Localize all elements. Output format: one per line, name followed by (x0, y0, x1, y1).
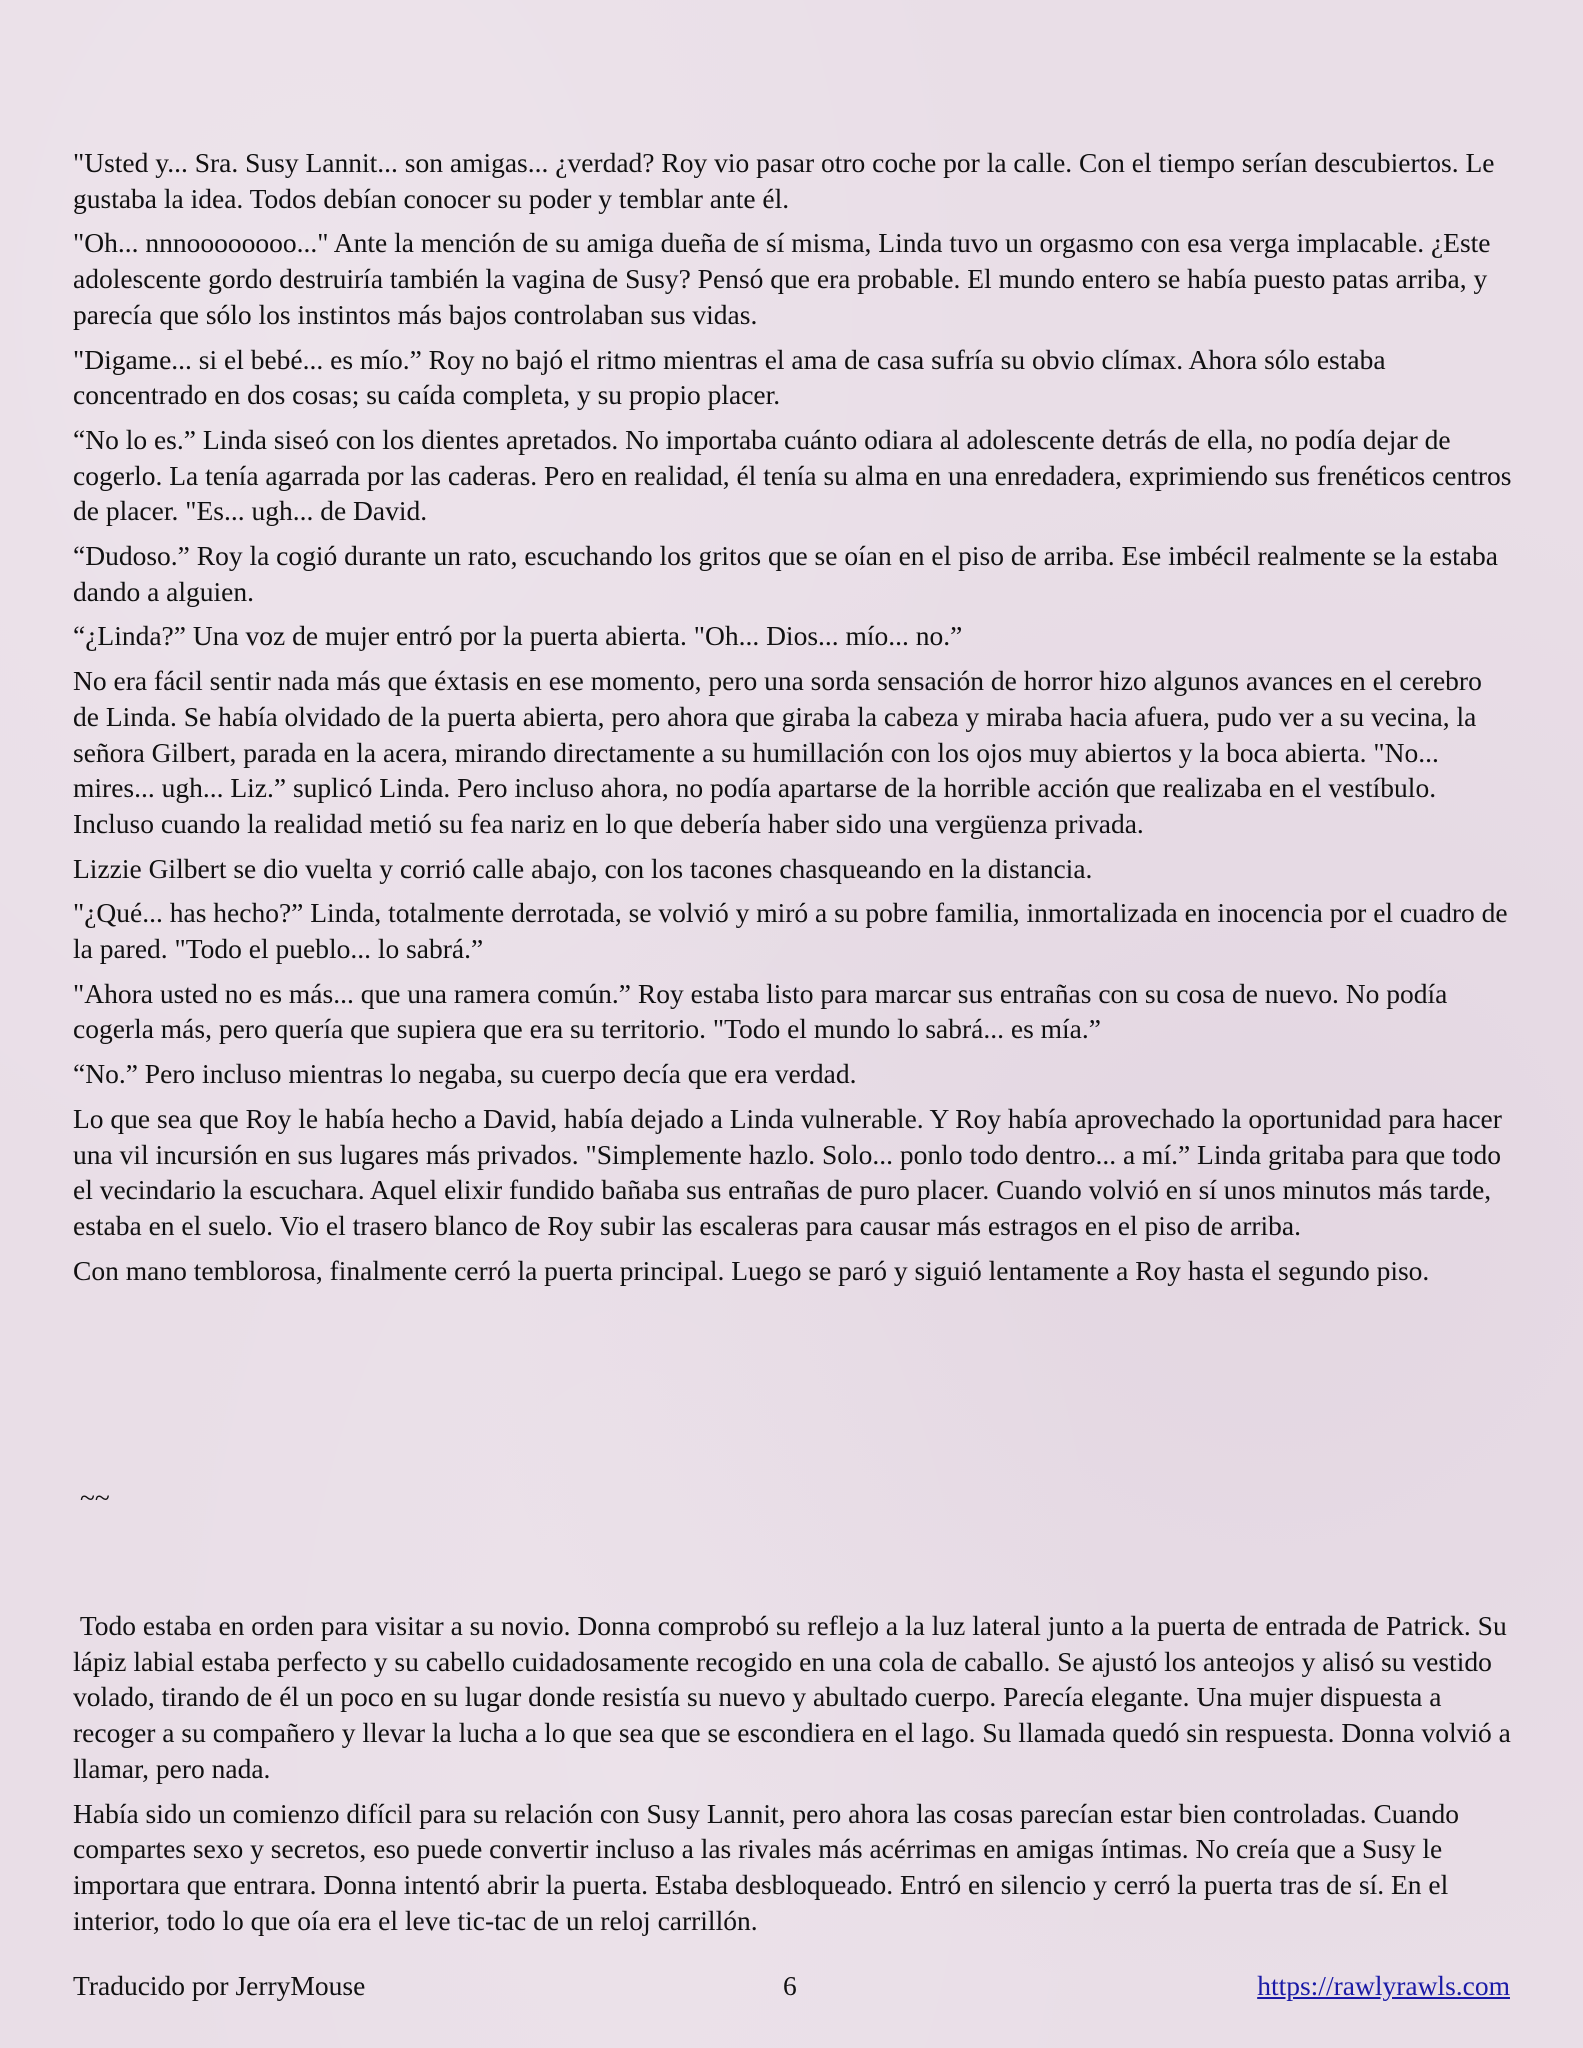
paragraph: Había sido un comienzo difícil para su relación con Susy Lannit, pero ahora las cosas parecían estar bien controladas. Cuando compartes sexo y secretos, eso puede convertir incluso a las rivales más acérrimas en amigas íntimas. No creía que a Susy le importara que entrara. Donna intentó abrir la puerta. Estaba desbloqueado. Entró en silencio y cerró la puerta tras de sí. En el interior, todo lo que oía era el leve tic-tac de un reloj carrillón. (73, 1797, 1459, 1936)
paragraph: “¿Linda?” Una voz de mujer entró por la puerta abierta. "Oh... Dios... mío... no.” (73, 620, 963, 652)
paragraph: "Oh... nnnoooooooo..." Ante la mención de su amiga dueña de sí misma, Linda tuvo un orgasmo con esa verga implacable. ¿Este adolescente gordo destruiría también la vagina de Susy? Pensó que era probable. El mundo entero se había puesto patas arriba, y parecía que sólo los instintos más bajos controlaban sus vidas. (73, 227, 1491, 330)
translator-credit: Traducido por JerryMouse (73, 1970, 366, 2001)
paragraph: Lo que sea que Roy le había hecho a David, había dejado a Linda vulnerable. Y Roy había aprovechado la oportunidad para hacer una vil incursión en sus lugares más privados. "Simplemente hazlo. Solo... ponlo todo dentro... a mí.” Linda gritaba para que todo el vecindario la escuchara. Aquel elixir fundido bañaba sus entrañas de puro placer. Cuando volvió en sí unos minutos más tarde, estaba en el suelo. Vio el trasero blanco de Roy subir las escaleras para causar más estragos en el piso de arriba. (73, 1102, 1502, 1241)
section-separator: ~~ (80, 1482, 110, 1513)
website-link[interactable]: https://rawlyrawls.com (1257, 1970, 1510, 2001)
paragraph: "¿Qué... has hecho?” Linda, totalmente derrotada, se volvió y miró a su pobre familia, inmortalizada en inocencia por el cuadro de la pared. "Todo el pueblo... lo sabrá.” (73, 897, 1508, 965)
paragraph: “No.” Pero incluso mientras lo negaba, su cuerpo decía que era verdad. (73, 1058, 857, 1090)
paragraph: “Dudoso.” Roy la cogió durante un rato, escuchando los gritos que se oían en el piso de arriba. Ese imbécil realmente se la estaba dando a alguien. (73, 540, 1498, 607)
paragraph: Con mano temblorosa, finalmente cerró la puerta principal. Luego se paró y siguió lentamente a Roy hasta el segundo piso. (73, 1254, 1430, 1286)
paragraph: “No lo es.” Linda siseó con los dientes apretados. No importaba cuánto odiara al adolescente detrás de ella, no podía dejar de cogerlo. La tenía agarrada por las caderas. Pero en realidad, él tenía su alma en una enredadera, exprimiendo sus frenéticos centros de placer. "Es... ugh... de David. (73, 423, 1512, 527)
paragraph: Todo estaba en orden para visitar a su novio. Donna comprobó su reflejo a la luz lateral junto a la puerta de entrada de Patrick. Su lápiz labial estaba perfecto y su cabello cuidadosamente recogido en una cola de caballo. Se ajustó los anteojos y alisó su vestido volado, tirando de él un poco en su lugar donde resistía su nuevo y abultado cuerpo. Parecía elegante. Una mujer dispuesta a recoger a su compañero y llevar la lucha a lo que sea que se escondiera en el lago. Su llamada quedó sin respuesta. Donna volvió a llamar, pero nada. (73, 1610, 1518, 1784)
main-text-block-2 (73, 1608, 1518, 1947)
paragraph: "Usted y... Sra. Susy Lannit... son amigas... ¿verdad? Roy vio pasar otro coche por la calle. Con el tiempo serían descubiertos. Le gustaba la idea. Todos debían conocer su poder y temblar ante él. (73, 147, 1495, 214)
main-text-block-1 (73, 145, 1513, 1297)
paragraph: Lizzie Gilbert se dio vuelta y corrió calle abajo, con los tacones chasqueando en la distancia. (73, 852, 1093, 884)
paragraph: "Ahora usted no es más... que una ramera común.” Roy estaba listo para marcar sus entrañas con su cosa de nuevo. No podía cogerla más, pero quería que supiera que era su territorio. "Todo el mundo lo sabrá... es mía.” (73, 977, 1448, 1045)
paragraph: No era fácil sentir nada más que éxtasis en ese momento, pero una sorda sensación de horror hizo algunos avances en el cerebro de Linda. Se había olvidado de la puerta abierta, pero ahora que giraba la cabeza y miraba hacia afuera, pudo ver a su vecina, la señora Gilbert, parada en la acera, mirando directamente a su humillación con los ojos muy abiertos y la boca abierta. "No... mires... ugh... Liz.” suplicó Linda. Pero incluso ahora, no podía apartarse de la horrible acción que realizaba en el vestíbulo. Incluso cuando la realidad metió su fea nariz en lo que debería haber sido una vergüenza privada. (73, 665, 1482, 839)
page-number: 6 (783, 1970, 797, 2001)
page-footer (73, 1968, 1510, 2008)
paragraph: "Digame... si el bebé... es mío.” Roy no bajó el ritmo mientras el ama de casa sufría su obvio clímax. Ahora sólo estaba concentrado en dos cosas; su caída completa, y su propio placer. (73, 343, 1386, 411)
